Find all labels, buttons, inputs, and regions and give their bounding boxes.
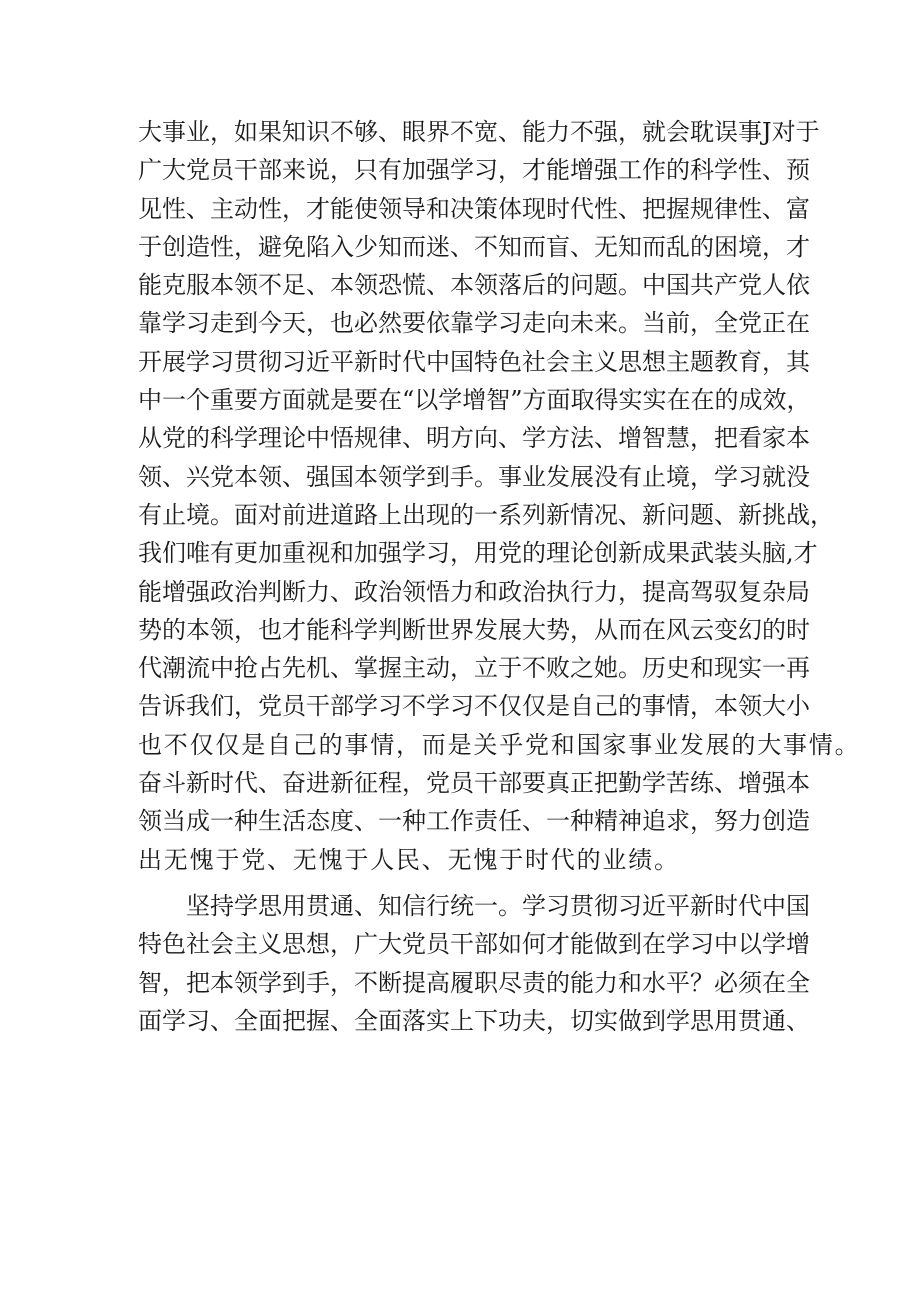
paragraph-1: [138, 113, 861, 879]
text-line: 奋斗新时代、奋进新征程，党员干部要真正把勤学苦练、增强本: [138, 769, 810, 798]
text-line: 能增强政治判断力、政治领悟力和政治执行力，提高驾驭复杂局: [138, 577, 810, 606]
text-line: 智，把本领学到手，不断提高履职尽责的能力和水平？必须在全: [138, 968, 810, 997]
text-line: 也不仅仅是自己的事情，而是关乎党和国家事业发展的大事情。: [138, 730, 861, 759]
document-body: [138, 113, 861, 1040]
text-line: 大事业，如果知识不够、眼界不宽、能力不强，就会耽误事J对于: [138, 118, 820, 146]
text-line: 面学习、全面把握、全面落实上下功夫，切实做到学思用贯通、: [138, 1006, 810, 1035]
text-line: 中一个重要方面就是要在“以学增智”方面取得实实在在的成效，: [138, 386, 811, 415]
text-line: 开展学习贯彻习近平新时代中国特色社会主义思想主题教育，其: [138, 347, 810, 376]
text-line: 出无愧于党、无愧于人民、无愧于时代的业绩。: [138, 845, 680, 874]
text-line: 告诉我们，党员干部学习不学习不仅仅是自己的事情，本领大小: [138, 692, 810, 721]
text-line: 于创造性，避免陷入少知而迷、不知而盲、无知而乱的困境，才: [138, 232, 810, 261]
text-line: 从党的科学理论中悟规律、明方向、学方法、增智慧，把看家本: [138, 424, 810, 453]
text-line: 领、兴党本领、强国本领学到手。事业发展没有止境，学习就没: [138, 462, 810, 491]
text-line: 见性、主动性，才能使领导和决策体现时代性、把握规律性、富: [138, 194, 810, 223]
text-line: 领当成一种生活态度、一种工作责任、一种精神追求，努力创造: [138, 807, 810, 836]
text-line: 代潮流中抢占先机、掌握主动，立于不败之她。历史和现实一再: [138, 654, 810, 683]
text-line: 坚持学思用贯通、知信行统一。学习贯彻习近平新时代中国: [186, 891, 810, 920]
text-line: 特色社会主义思想，广大党员干部如何才能做到在学习中以学增: [138, 930, 810, 959]
paragraph-gap: [138, 879, 798, 887]
text-line: 有止境。面对前进道路上出现的一系列新情况、新问题、新挑战，: [138, 500, 834, 529]
text-line: 我们唯有更加重视和加强学习，用党的理论创新成果武装头脑,才: [138, 539, 818, 568]
text-line: 广大党员干部来说，只有加强学习，才能增强工作的科学性、预: [138, 156, 810, 185]
paragraph-2: [138, 887, 810, 1040]
text-line: 能克服本领不足、本领恐慌、本领落后的问题。中国共产党人依: [138, 271, 810, 300]
text-line: 靠学习走到今天，也必然要依靠学习走向未来。当前，全党正在: [138, 309, 810, 338]
text-line: 势的本领，也才能科学判断世界发展大势，从而在风云变幻的时: [138, 615, 810, 644]
